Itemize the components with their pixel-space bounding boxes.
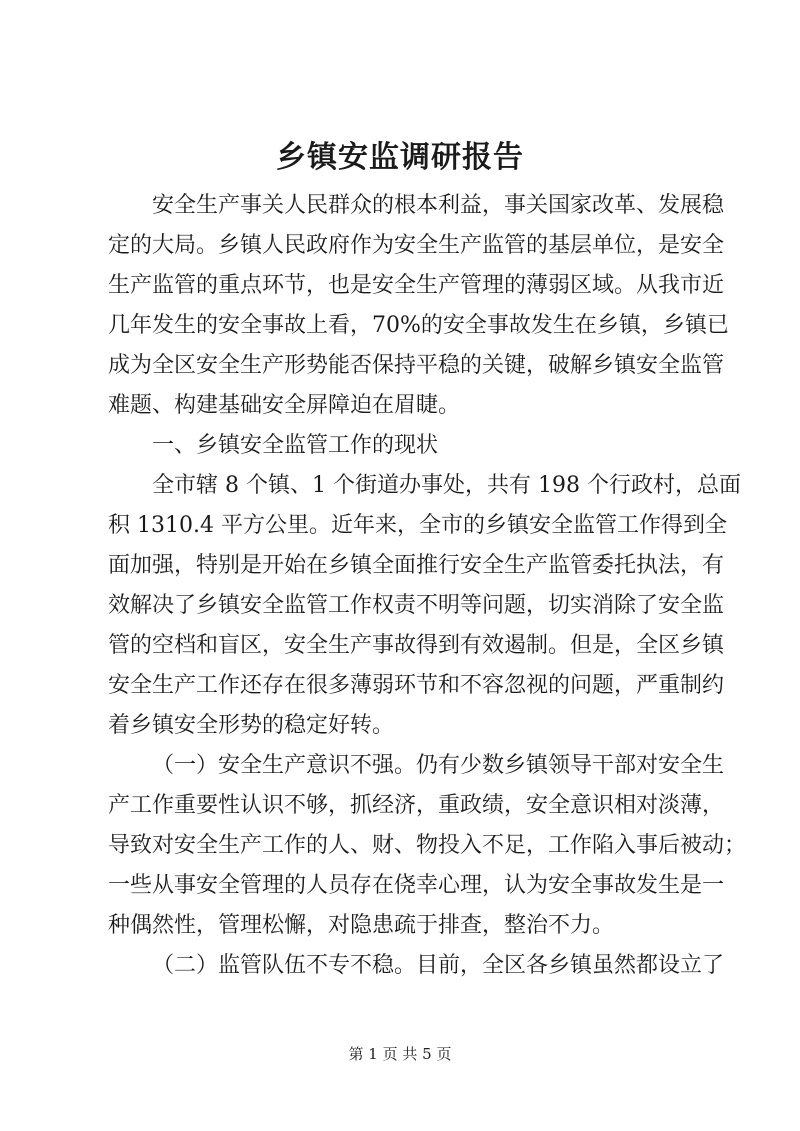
text-line: （一）安全生产意识不强。仍有少数乡镇领导干部对安全生: [152, 753, 725, 778]
text-line: 产工作重要性认识不够，抓经济，重政绩，安全意识相对淡薄，: [108, 793, 725, 818]
text-line: 全市辖 8 个镇、1 个街道办事处，共有 198 个行政村，总面: [152, 473, 741, 498]
paragraph-team: [108, 946, 725, 986]
text-line: 管的空档和盲区，安全生产事故得到有效遏制。但是，全区乡镇: [108, 633, 725, 658]
text-line: 效解决了乡镇安全监管工作权责不明等问题，切实消除了安全监: [108, 593, 725, 618]
text-line: 安全生产事关人民群众的根本利益，事关国家改革、发展稳: [152, 193, 725, 218]
text-line: 成为全区安全生产形势能否保持平稳的关键，破解乡镇安全监管: [108, 353, 725, 378]
text-line: 难题、构建基础安全屏障迫在眉睫。: [108, 393, 461, 418]
text-line: 种偶然性，管理松懈，对隐患疏于排查，整治不力。: [108, 913, 615, 938]
page-number-footer: 第 1 页 共 5 页: [348, 1045, 452, 1063]
text-line: 生产监管的重点环节，也是安全生产管理的薄弱区域。从我市近: [108, 273, 725, 298]
section-heading-text: 一、乡镇安全监管工作的现状: [152, 433, 439, 458]
text-line: 积 1310.4 平方公里。近年来，全市的乡镇安全监管工作得到全: [108, 513, 727, 538]
paragraph-intro: [108, 186, 729, 426]
text-line: 面加强，特别是开始在乡镇全面推行安全生产监管委托执法，有: [108, 553, 725, 578]
text-line: 定的大局。乡镇人民政府作为安全生产监管的基层单位，是安全: [108, 233, 725, 258]
text-line: 安全生产工作还存在很多薄弱环节和不容忽视的问题，严重制约: [108, 673, 725, 698]
paragraph-status: [108, 466, 741, 746]
text-line: 导致对安全生产工作的人、财、物投入不足，工作陷入事后被动；: [108, 833, 747, 858]
document-title: 乡镇安监调研报告: [276, 140, 524, 175]
text-line: 一些从事安全管理的人员存在侥幸心理，认为安全事故发生是一: [108, 873, 725, 898]
section-heading: [108, 426, 700, 466]
text-line: （二）监管队伍不专不稳。目前，全区各乡镇虽然都设立了: [152, 953, 725, 978]
text-line: 着乡镇安全形势的稳定好转。: [108, 713, 395, 738]
paragraph-awareness: [108, 746, 747, 946]
document-body: [108, 186, 747, 986]
text-line: 几年发生的安全事故上看，70%的安全事故发生在乡镇，乡镇已: [108, 313, 729, 338]
